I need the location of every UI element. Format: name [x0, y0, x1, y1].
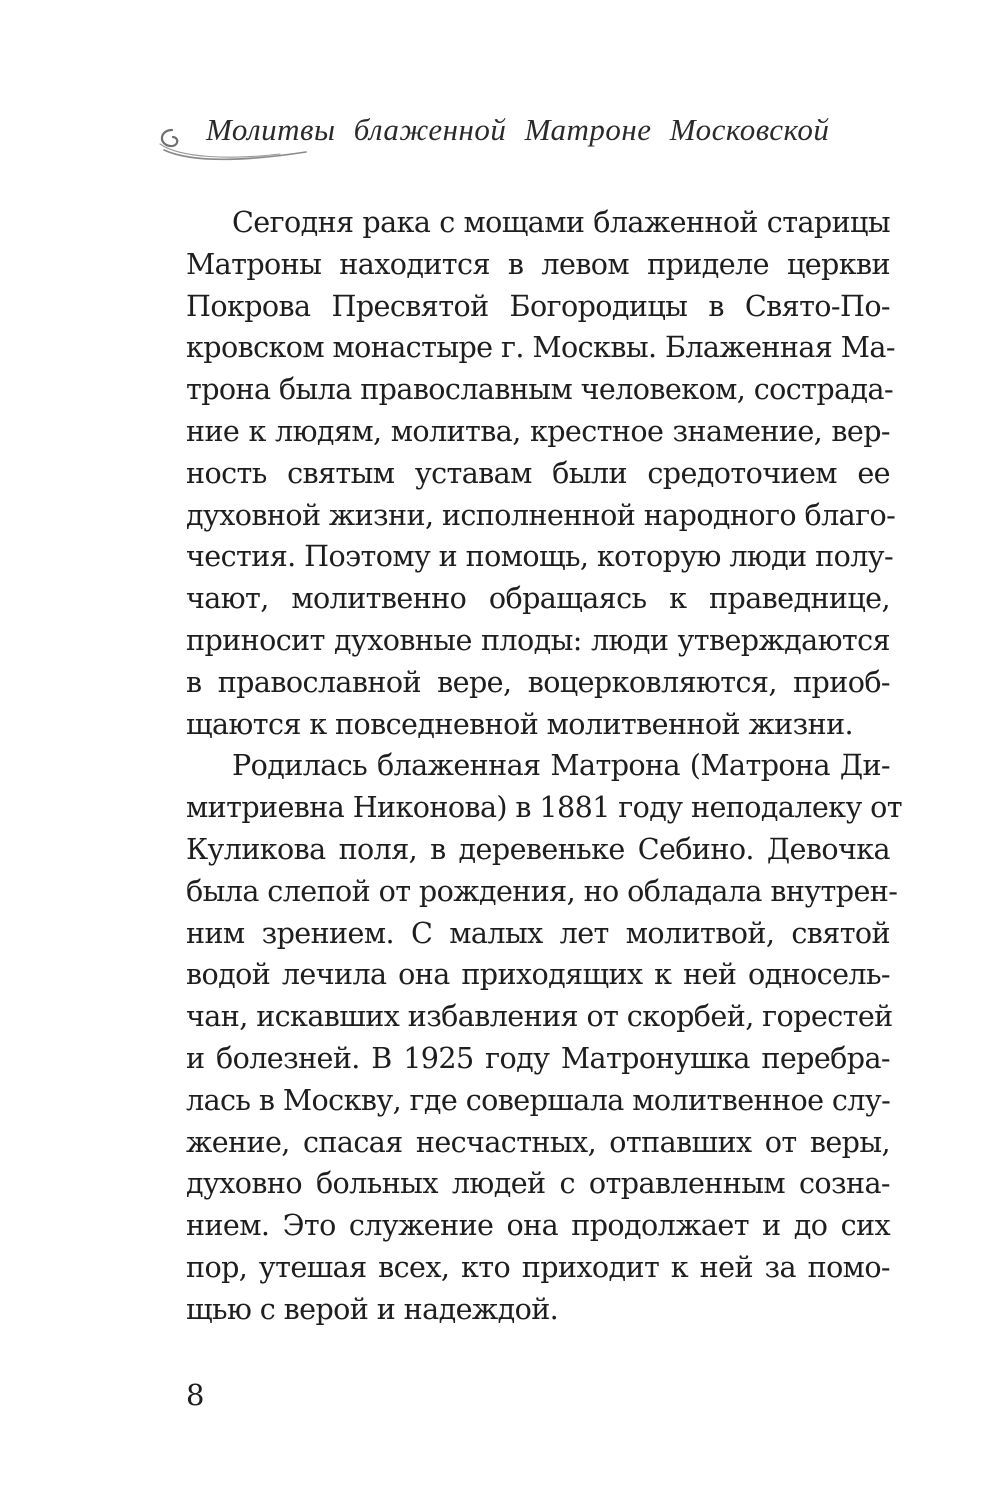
- paragraph: [186, 745, 903, 1330]
- text-line: в православной вере, воцерковляются, приоб-: [186, 664, 890, 699]
- text-line: Куликова поля, в деревеньке Себино. Девочка: [186, 831, 890, 866]
- text-line: и болезней. В 1925 году Матронушка перебра-: [186, 1040, 890, 1075]
- text-line: была слепой от рождения, но обладала внутрен-: [186, 873, 898, 908]
- text-line: ние к людям, молитва, крестное знамение, вер-: [186, 413, 890, 448]
- text-line: чают, молитвенно обращаясь к праведнице,: [186, 581, 890, 616]
- text-line: ность святым уставам были средоточием ее: [186, 455, 890, 490]
- text-line: пор, утешая всех, кто приходит к ней за помо-: [186, 1249, 890, 1284]
- text-line: Родилась блаженная Матрона (Матрона Ди-: [232, 748, 890, 783]
- text-line: духовной жизни, исполненной народного благо-: [186, 497, 896, 532]
- text-line: ним зрением. С малых лет молитвой, святой: [186, 915, 890, 950]
- text-line: щаются к повседневной молитвенной жизни.: [186, 706, 854, 741]
- text-line: трона была православным человеком, сострада-: [186, 372, 894, 407]
- text-line: приносит духовные плоды: люди утверждаются: [186, 622, 890, 657]
- text-line: кровском монастыре г. Москвы. Блаженная Ма-: [186, 330, 895, 365]
- text-line: нием. Это служение она продолжает и до сих: [186, 1208, 890, 1243]
- running-title: Молитвы блаженной Матроне Московской: [206, 112, 830, 147]
- page-number: 8: [186, 1378, 205, 1412]
- text-line: жение, спасая несчастных, отпавших от веры,: [186, 1124, 890, 1159]
- running-header: [150, 108, 910, 168]
- text-line: лась в Москву, где совершала молитвенное слу-: [186, 1082, 891, 1117]
- text-line: честия. Поэтому и помощь, которую люди полу-: [186, 539, 894, 574]
- text-line: водой лечила она приходящих к ней односель-: [186, 957, 890, 992]
- text-line: Сегодня рака с мощами блаженной старицы: [232, 205, 890, 239]
- text-line: чан, искавших избавления от скорбей, горестей: [186, 999, 893, 1034]
- text-line: Покрова Пресвятой Богородицы в Свято-По-: [186, 288, 890, 323]
- text-line: Матроны находится в левом приделе церкви: [186, 246, 890, 281]
- text-line: митриевна Никонова) в 1881 году неподалеку от: [186, 790, 903, 825]
- text-line: духовно больных людей с отравленным созна-: [186, 1166, 890, 1201]
- paragraph: [186, 202, 896, 745]
- body-text: [186, 202, 903, 1331]
- text-line: щью с верой и надеждой.: [186, 1291, 559, 1326]
